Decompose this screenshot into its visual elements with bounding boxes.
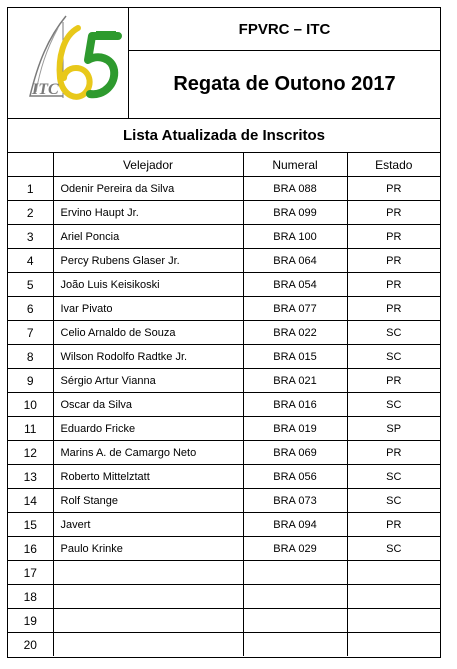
table-row <box>8 177 440 201</box>
sail-number: BRA 021 <box>243 369 347 393</box>
state-code: SP <box>347 417 440 441</box>
registrants-table <box>8 153 440 656</box>
sailor-name: Ariel Poncia <box>53 225 243 249</box>
state-code: PR <box>347 249 440 273</box>
column-header-index <box>8 153 53 177</box>
sail-number: BRA 029 <box>243 537 347 561</box>
club-logo-icon <box>8 8 129 118</box>
state-code: SC <box>347 465 440 489</box>
table-row <box>8 321 440 345</box>
table-row <box>8 297 440 321</box>
state-code <box>347 609 440 633</box>
sailor-name <box>53 633 243 657</box>
sailor-name: Oscar da Silva <box>53 393 243 417</box>
table-row <box>8 633 440 657</box>
sail-number: BRA 094 <box>243 513 347 537</box>
row-index: 20 <box>8 633 53 657</box>
table-row <box>8 369 440 393</box>
row-index: 18 <box>8 585 53 609</box>
table-row <box>8 249 440 273</box>
row-index: 3 <box>8 225 53 249</box>
row-index: 8 <box>8 345 53 369</box>
sail-number <box>243 585 347 609</box>
state-code: PR <box>347 441 440 465</box>
row-index: 4 <box>8 249 53 273</box>
state-code: SC <box>347 537 440 561</box>
table-header-row <box>8 153 440 177</box>
sailor-name <box>53 609 243 633</box>
table-row <box>8 417 440 441</box>
sailor-name: Sérgio Artur Vianna <box>53 369 243 393</box>
table-row <box>8 513 440 537</box>
sail-number <box>243 633 347 657</box>
sailor-name: Javert <box>53 513 243 537</box>
sailor-name: Ivar Pivato <box>53 297 243 321</box>
state-code: SC <box>347 321 440 345</box>
row-index: 12 <box>8 441 53 465</box>
table-row <box>8 585 440 609</box>
row-index: 19 <box>8 609 53 633</box>
sailor-name: Eduardo Fricke <box>53 417 243 441</box>
sailor-name <box>53 561 243 585</box>
list-title: Lista Atualizada de Inscritos <box>8 119 440 153</box>
row-index: 6 <box>8 297 53 321</box>
state-code <box>347 561 440 585</box>
sail-number: BRA 019 <box>243 417 347 441</box>
row-index: 9 <box>8 369 53 393</box>
state-code <box>347 585 440 609</box>
state-code: PR <box>347 225 440 249</box>
sail-number: BRA 088 <box>243 177 347 201</box>
state-code <box>347 633 440 657</box>
sail-number: BRA 073 <box>243 489 347 513</box>
table-row <box>8 609 440 633</box>
sail-number: BRA 015 <box>243 345 347 369</box>
table-row <box>8 393 440 417</box>
sail-number: BRA 022 <box>243 321 347 345</box>
state-code: PR <box>347 177 440 201</box>
sail-number: BRA 056 <box>243 465 347 489</box>
sail-number: BRA 100 <box>243 225 347 249</box>
sailor-name: Celio Arnaldo de Souza <box>53 321 243 345</box>
table-row <box>8 537 440 561</box>
registration-sheet <box>7 7 441 658</box>
sail-number: BRA 099 <box>243 201 347 225</box>
state-code: SC <box>347 345 440 369</box>
table-row <box>8 465 440 489</box>
sailor-name: Wilson Rodolfo Radtke Jr. <box>53 345 243 369</box>
state-code: SC <box>347 489 440 513</box>
state-code: PR <box>347 273 440 297</box>
sailor-name: João Luis Keisikoski <box>53 273 243 297</box>
table-row <box>8 441 440 465</box>
header <box>8 8 440 119</box>
sailor-name: Paulo Krinke <box>53 537 243 561</box>
row-index: 17 <box>8 561 53 585</box>
sail-number: BRA 069 <box>243 441 347 465</box>
row-index: 15 <box>8 513 53 537</box>
sailor-name: Percy Rubens Glaser Jr. <box>53 249 243 273</box>
logo-cell <box>8 8 129 118</box>
sailor-name: Rolf Stange <box>53 489 243 513</box>
row-index: 10 <box>8 393 53 417</box>
logo-text: ITC <box>32 81 59 98</box>
sail-number: BRA 064 <box>243 249 347 273</box>
table-row <box>8 489 440 513</box>
column-header-number: Numeral <box>243 153 347 177</box>
row-index: 16 <box>8 537 53 561</box>
sail-number: BRA 077 <box>243 297 347 321</box>
sailor-name: Marins A. de Camargo Neto <box>53 441 243 465</box>
table-row <box>8 225 440 249</box>
table-row <box>8 561 440 585</box>
row-index: 2 <box>8 201 53 225</box>
sail-number <box>243 609 347 633</box>
table-row <box>8 345 440 369</box>
column-header-state: Estado <box>347 153 440 177</box>
sailor-name: Ervino Haupt Jr. <box>53 201 243 225</box>
event-title: Regata de Outono 2017 <box>173 73 396 95</box>
row-index: 5 <box>8 273 53 297</box>
row-index: 11 <box>8 417 53 441</box>
state-code: PR <box>347 513 440 537</box>
sail-number <box>243 561 347 585</box>
table-row <box>8 273 440 297</box>
sail-number: BRA 016 <box>243 393 347 417</box>
table-row <box>8 201 440 225</box>
column-header-name: Velejador <box>53 153 243 177</box>
row-index: 7 <box>8 321 53 345</box>
sailor-name <box>53 585 243 609</box>
sailor-name: Roberto Mittelztatt <box>53 465 243 489</box>
state-code: PR <box>347 201 440 225</box>
row-index: 1 <box>8 177 53 201</box>
organization-name: FPVRC – ITC <box>129 8 440 51</box>
row-index: 14 <box>8 489 53 513</box>
state-code: PR <box>347 369 440 393</box>
state-code: PR <box>347 297 440 321</box>
sail-number: BRA 054 <box>243 273 347 297</box>
state-code: SC <box>347 393 440 417</box>
row-index: 13 <box>8 465 53 489</box>
sailor-name: Odenir Pereira da Silva <box>53 177 243 201</box>
